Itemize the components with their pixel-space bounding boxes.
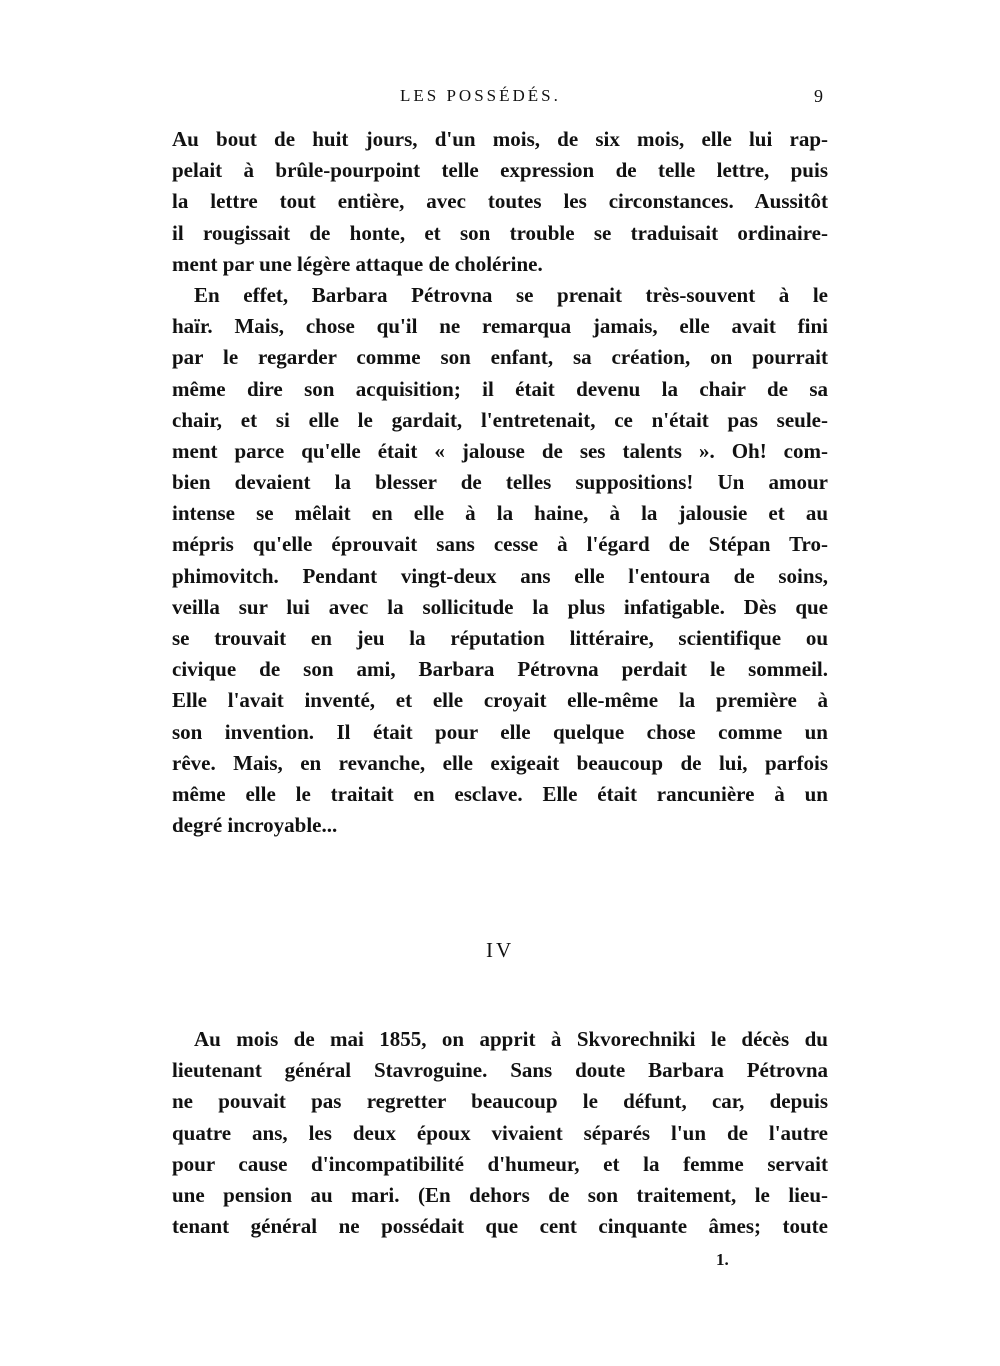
text-line: par le regarder comme son enfant, sa création, on pourrait bbox=[172, 345, 828, 370]
text-line: Elle l'avait inventé, et elle croyait elle-même la première à bbox=[172, 688, 828, 713]
text-line: civique de son ami, Barbara Pétrovna perdait le sommeil. bbox=[172, 657, 828, 682]
text-line: son invention. Il était pour elle quelque chose comme un bbox=[172, 719, 828, 744]
text-line: mépris qu'elle éprouvait sans cesse à l'égard de Stépan Tro- bbox=[172, 532, 828, 557]
text-line: rêve. Mais, en revanche, elle exigeait beaucoup de lui, parfois bbox=[172, 750, 828, 775]
text-line: pour cause d'incompatibilité d'humeur, et la femme servait bbox=[172, 1151, 828, 1176]
paragraph bbox=[172, 1024, 828, 1242]
running-title: LES POSSÉDÉS. bbox=[400, 86, 561, 105]
text-line: En effet, Barbara Pétrovna se prenait très-souvent à le bbox=[194, 282, 828, 307]
text-block-bottom bbox=[172, 1024, 828, 1242]
text-line: ment par une légère attaque de cholérine. bbox=[172, 251, 543, 276]
text-line: Au mois de mai 1855, on apprit à Skvorechniki le décès du bbox=[194, 1027, 828, 1051]
paragraph bbox=[172, 124, 828, 280]
text-line: Au bout de huit jours, d'un mois, de six mois, elle lui rap- bbox=[172, 127, 828, 151]
text-line: phimovitch. Pendant vingt-deux ans elle l'entoura de soins, bbox=[172, 563, 828, 588]
text-line: la lettre tout entière, avec toutes les circonstances. Aussitôt bbox=[172, 189, 828, 214]
text-line: pelait à brûle-pourpoint telle expression de telle lettre, puis bbox=[172, 158, 828, 183]
text-line: se trouvait en jeu la réputation littéraire, scientifique ou bbox=[172, 626, 828, 650]
text-line: une pension au mari. (En dehors de son traitement, le lieu- bbox=[172, 1182, 828, 1207]
text-line: chair, et si elle le gardait, l'entretenait, ce n'était pas seule- bbox=[172, 407, 828, 432]
text-line: degré incroyable... bbox=[172, 813, 338, 838]
signature-mark: 1. bbox=[716, 1250, 729, 1269]
text-line: ne pouvait pas regretter beaucoup le défunt, car, depuis bbox=[172, 1089, 828, 1114]
text-line: il rougissait de honte, et son trouble se traduisait ordinaire- bbox=[172, 220, 828, 245]
text-line: même elle le traitait en esclave. Elle était rancunière à un bbox=[172, 781, 828, 806]
text-line: bien devaient la blesser de telles suppositions! Un amour bbox=[172, 470, 828, 495]
page-number: 9 bbox=[814, 86, 823, 106]
paragraph bbox=[172, 280, 828, 841]
text-line: même dire son acquisition; il était devenu la chair de sa bbox=[172, 376, 828, 401]
text-line: ment parce qu'elle était « jalouse de ses talents ». Oh! com- bbox=[172, 438, 828, 463]
text-line: veilla sur lui avec la sollicitude la plus infatigable. Dès que bbox=[172, 594, 828, 619]
text-line: tenant général ne possédait que cent cinquante âmes; toute bbox=[172, 1214, 828, 1239]
text-line: quatre ans, les deux époux vivaient séparés l'un de l'autre bbox=[172, 1120, 828, 1145]
text-line: intense se mêlait en elle à la haine, à la jalousie et au bbox=[172, 501, 828, 526]
section-number: IV bbox=[486, 938, 515, 962]
text-block-top bbox=[172, 124, 828, 841]
text-line: lieutenant général Stavroguine. Sans doute Barbara Pétrovna bbox=[172, 1058, 828, 1083]
text-line: haïr. Mais, chose qu'il ne remarqua jamais, elle avait fini bbox=[172, 314, 828, 339]
